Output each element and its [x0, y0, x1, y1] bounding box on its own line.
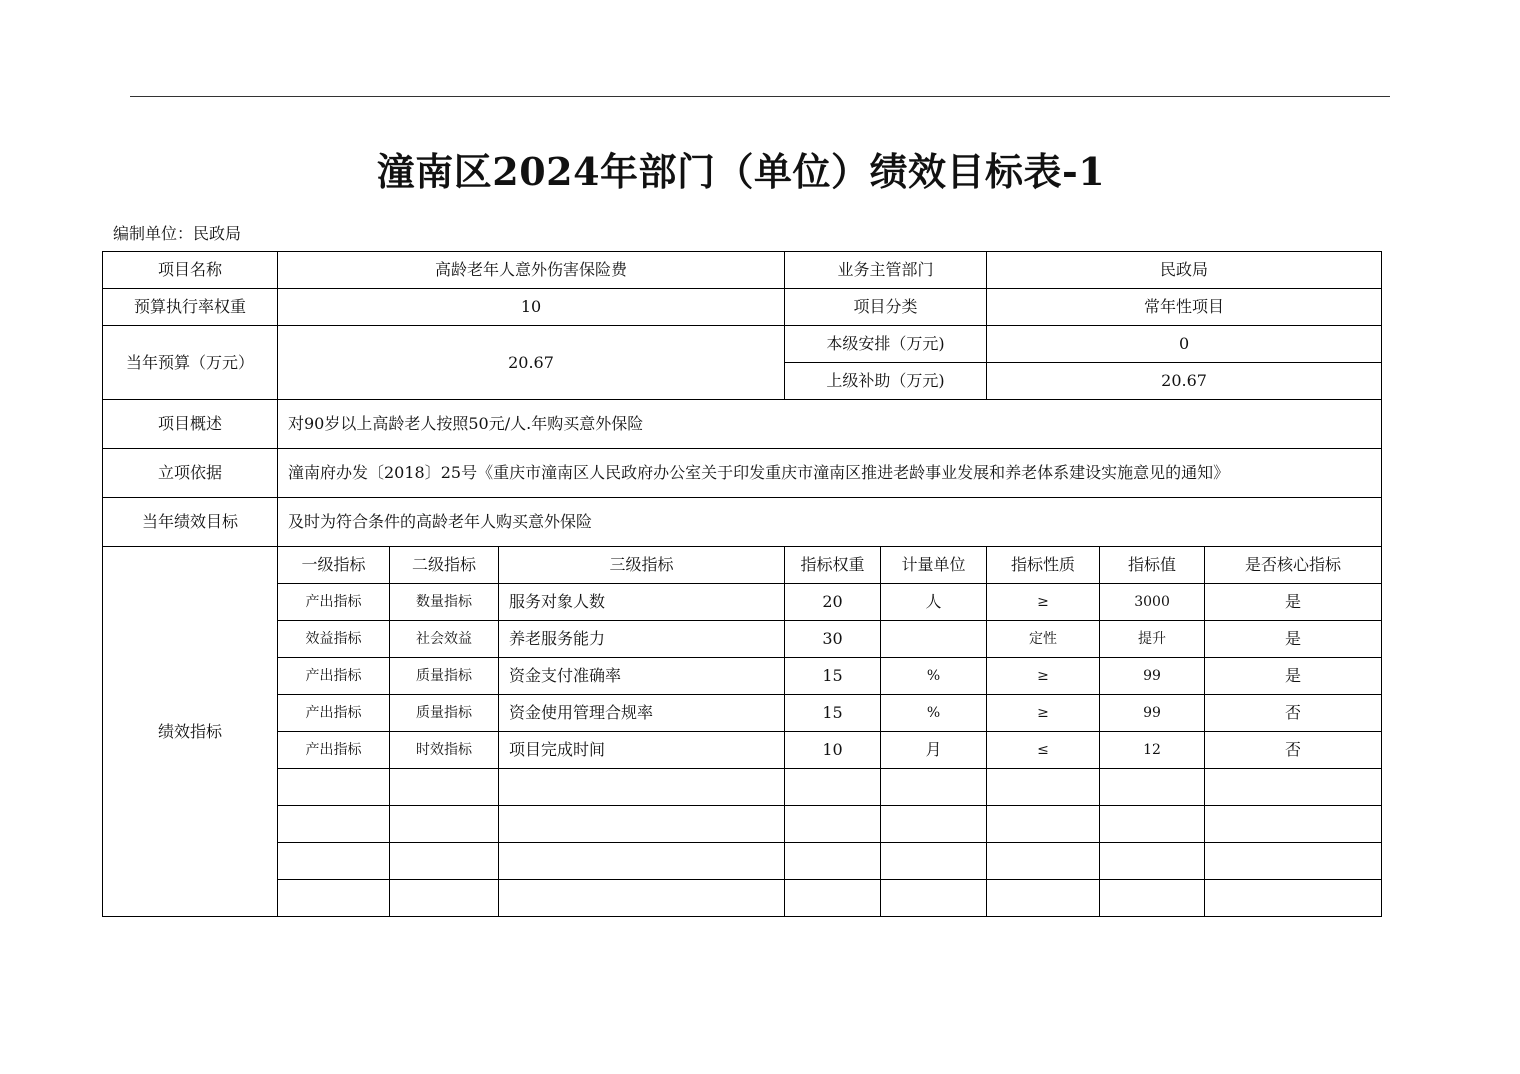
indicator-core: 否 [1205, 695, 1382, 732]
empty-cell [1100, 843, 1205, 880]
indicator-level2: 数量指标 [390, 584, 499, 621]
project-name-value: 高龄老年人意外伤害保险费 [278, 252, 785, 289]
indicator-row [103, 658, 1382, 695]
indicator-unit: 月 [881, 732, 987, 769]
empty-cell [881, 843, 987, 880]
indicator-weight: 15 [785, 695, 881, 732]
goal-label: 当年绩效目标 [103, 498, 278, 547]
overview-label: 项目概述 [103, 400, 278, 449]
indicator-row [103, 732, 1382, 769]
indicator-core: 是 [1205, 584, 1382, 621]
header-core: 是否核心指标 [1205, 547, 1382, 584]
empty-cell [785, 769, 881, 806]
indicator-level2: 社会效益 [390, 621, 499, 658]
indicator-header-row [103, 547, 1382, 584]
budget-value: 20.67 [278, 326, 785, 400]
budget-label: 当年预算（万元） [103, 326, 278, 400]
header-nature: 指标性质 [987, 547, 1100, 584]
indicator-value: 99 [1100, 658, 1205, 695]
table-row [103, 252, 1382, 289]
indicator-value: 3000 [1100, 584, 1205, 621]
table-row [103, 400, 1382, 449]
project-name-label: 项目名称 [103, 252, 278, 289]
weight-value: 10 [278, 289, 785, 326]
empty-cell [499, 806, 785, 843]
indicator-value: 99 [1100, 695, 1205, 732]
empty-cell [390, 769, 499, 806]
indicator-level2: 时效指标 [390, 732, 499, 769]
empty-cell [881, 880, 987, 917]
header-level2: 二级指标 [390, 547, 499, 584]
indicator-unit [881, 621, 987, 658]
indicator-level3: 服务对象人数 [499, 584, 785, 621]
empty-cell [785, 843, 881, 880]
basis-label: 立项依据 [103, 449, 278, 498]
indicator-level2: 质量指标 [390, 695, 499, 732]
indicator-unit: % [881, 695, 987, 732]
indicator-level2: 质量指标 [390, 658, 499, 695]
indicator-level1: 效益指标 [278, 621, 390, 658]
goal-value: 及时为符合条件的高龄老年人购买意外保险 [278, 498, 1382, 547]
indicator-nature: ≤ [987, 732, 1100, 769]
indicator-level1: 产出指标 [278, 584, 390, 621]
indicator-value: 12 [1100, 732, 1205, 769]
indicator-level3: 资金支付准确率 [499, 658, 785, 695]
indicator-weight: 30 [785, 621, 881, 658]
empty-cell [1205, 843, 1382, 880]
empty-cell [1100, 880, 1205, 917]
indicator-unit: % [881, 658, 987, 695]
dept-label: 业务主管部门 [785, 252, 987, 289]
empty-cell [785, 806, 881, 843]
header-level1: 一级指标 [278, 547, 390, 584]
empty-cell [881, 806, 987, 843]
category-value: 常年性项目 [987, 289, 1382, 326]
local-value: 0 [987, 326, 1382, 363]
empty-cell [987, 769, 1100, 806]
table-row [103, 498, 1382, 547]
indicator-level1: 产出指标 [278, 658, 390, 695]
indicator-core: 是 [1205, 621, 1382, 658]
indicator-nature: 定性 [987, 621, 1100, 658]
empty-cell [390, 843, 499, 880]
indicator-nature: ≥ [987, 584, 1100, 621]
header-value: 指标值 [1100, 547, 1205, 584]
performance-table [102, 251, 1382, 917]
empty-cell [278, 806, 390, 843]
indicator-value: 提升 [1100, 621, 1205, 658]
indicator-weight: 10 [785, 732, 881, 769]
basis-value: 潼南府办发〔2018〕25号《重庆市潼南区人民政府办公室关于印发重庆市潼南区推进老龄事业发展和养老体系建设实施意见的通知》 [278, 449, 1382, 498]
empty-cell [1205, 806, 1382, 843]
indicator-section-label: 绩效指标 [103, 547, 278, 917]
dept-value: 民政局 [987, 252, 1382, 289]
table-row [103, 289, 1382, 326]
empty-cell [987, 843, 1100, 880]
indicator-level1: 产出指标 [278, 695, 390, 732]
table-row [103, 449, 1382, 498]
indicator-weight: 15 [785, 658, 881, 695]
indicator-level3: 养老服务能力 [499, 621, 785, 658]
header-rule [130, 96, 1390, 97]
empty-cell [499, 769, 785, 806]
indicator-level3: 项目完成时间 [499, 732, 785, 769]
empty-cell [987, 880, 1100, 917]
indicator-row [103, 621, 1382, 658]
upper-label: 上级补助（万元) [785, 363, 987, 400]
indicator-core: 是 [1205, 658, 1382, 695]
empty-cell [499, 843, 785, 880]
empty-cell [499, 880, 785, 917]
header-weight: 指标权重 [785, 547, 881, 584]
indicator-nature: ≥ [987, 658, 1100, 695]
empty-cell [278, 880, 390, 917]
indicator-row [103, 695, 1382, 732]
weight-label: 预算执行率权重 [103, 289, 278, 326]
empty-row [103, 843, 1382, 880]
empty-cell [785, 880, 881, 917]
indicator-weight: 20 [785, 584, 881, 621]
empty-row [103, 769, 1382, 806]
empty-cell [278, 843, 390, 880]
empty-row [103, 806, 1382, 843]
empty-cell [1205, 880, 1382, 917]
empty-cell [987, 806, 1100, 843]
indicator-unit: 人 [881, 584, 987, 621]
empty-cell [1100, 806, 1205, 843]
upper-value: 20.67 [987, 363, 1382, 400]
local-label: 本级安排（万元) [785, 326, 987, 363]
empty-cell [390, 806, 499, 843]
empty-cell [1205, 769, 1382, 806]
empty-cell [881, 769, 987, 806]
empty-cell [278, 769, 390, 806]
indicator-nature: ≥ [987, 695, 1100, 732]
overview-value: 对90岁以上高龄老人按照50元/人.年购买意外保险 [278, 400, 1382, 449]
category-label: 项目分类 [785, 289, 987, 326]
indicator-core: 否 [1205, 732, 1382, 769]
empty-cell [1100, 769, 1205, 806]
table-row [103, 326, 1382, 363]
header-unit: 计量单位 [881, 547, 987, 584]
empty-row [103, 880, 1382, 917]
empty-cell [390, 880, 499, 917]
header-level3: 三级指标 [499, 547, 785, 584]
indicator-row [103, 584, 1382, 621]
indicator-level1: 产出指标 [278, 732, 390, 769]
page-title: 潼南区2024年部门（单位）绩效目标表-1 [376, 149, 1106, 194]
org-label: 编制单位：民政局 [113, 224, 242, 243]
indicator-level3: 资金使用管理合规率 [499, 695, 785, 732]
